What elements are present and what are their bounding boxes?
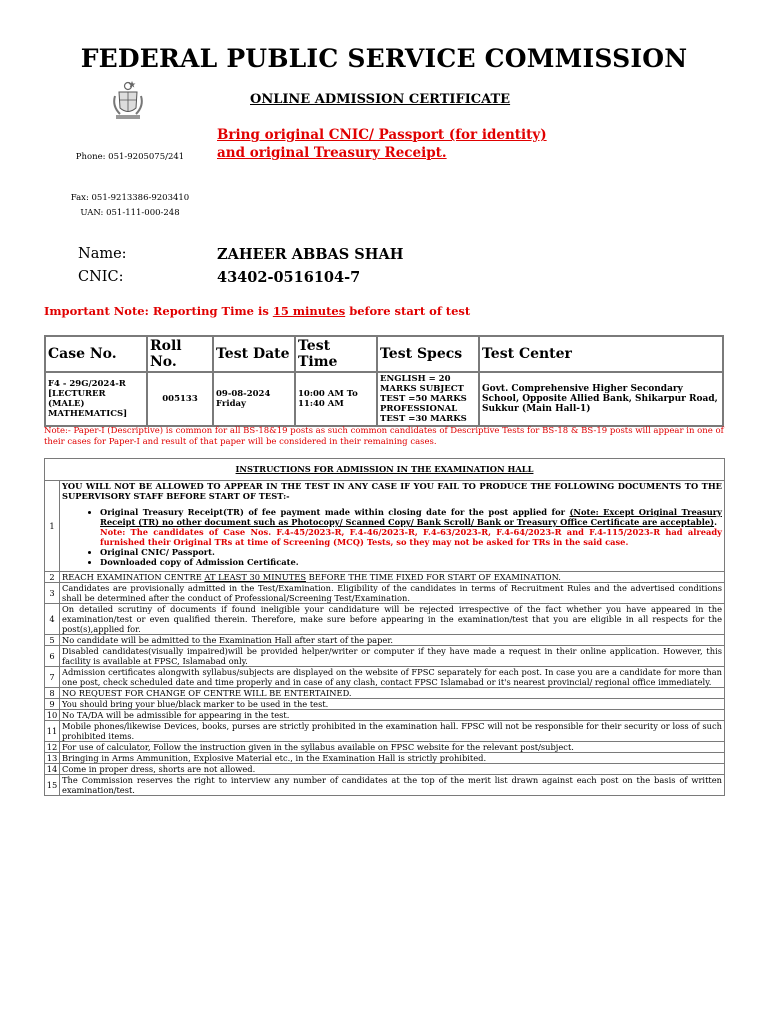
- instruction-row: [45, 604, 725, 635]
- fax-number: Fax: 051-9213386-9203410: [70, 193, 190, 203]
- instruction-text: The Commission reserves the right to interview any number of candidates at the top of the merit list drawn against each post on the basis of written examination/test.: [60, 775, 725, 796]
- instruction-row: [45, 742, 725, 753]
- required-documents-list: [62, 507, 722, 567]
- instruction-number: 5: [45, 635, 60, 646]
- treasury-receipt-text: Original Treasury Receipt(TR) of fee payment made within closing date for the post applied for: [100, 507, 570, 517]
- instruction-number: 13: [45, 753, 60, 764]
- instructions-table: [44, 458, 725, 796]
- instruction-number: 11: [45, 721, 60, 742]
- instruction-row: [45, 688, 725, 699]
- instruction-row: [45, 572, 725, 583]
- header-roll-no: Roll No.: [147, 336, 213, 372]
- instruction-row: [45, 764, 725, 775]
- instruction-number: 12: [45, 742, 60, 753]
- note-suffix: before start of test: [345, 304, 471, 318]
- instruction-text: For use of calculator, Follow the instruction given in the syllabus available on FPSC website for the relevant post/subject.: [60, 742, 725, 753]
- instruction-row: [45, 775, 725, 796]
- instruction-row: [45, 635, 725, 646]
- note-highlight: 15 minutes: [272, 304, 346, 318]
- instruction-number: 15: [45, 775, 60, 796]
- instruction-text: NO REQUEST FOR CHANGE OF CENTRE WILL BE ENTERTAINED.: [60, 688, 725, 699]
- warning-line-2: and original Treasury Receipt.: [217, 145, 447, 161]
- text-underlined: AT LEAST 30 MINUTES: [204, 572, 307, 582]
- instruction-number: 3: [45, 583, 60, 604]
- instruction-number: 8: [45, 688, 60, 699]
- paper-note: Note:- Paper-I (Descriptive) is common for all BS-18&19 posts as such common candidates of Descriptive Tests for BS-18 & BS-19 posts will appear in one of their cases for Paper-I and result of that paper will be considered in their remaining cases.: [44, 426, 724, 447]
- instructions-heading-row: [45, 459, 725, 481]
- document-warning: [217, 126, 547, 162]
- header-test-center: Test Center: [479, 336, 723, 372]
- list-item: • Downloaded copy of Admission Certificate.: [100, 557, 722, 567]
- test-date-cell: [213, 372, 295, 426]
- instruction-row: [45, 667, 725, 688]
- instruction-text: No TA/DA will be admissible for appearing in the test.: [60, 710, 725, 721]
- instruction-row: [45, 699, 725, 710]
- instruction-number: 10: [45, 710, 60, 721]
- instruction-text: Mobile phones/likewise Devices, books, purses are strictly prohibited in the examination hall. FPSC will not be responsible for their security or loss of such prohibited items.: [60, 721, 725, 742]
- instruction-text: Come in proper dress, shorts are not allowed.: [60, 764, 725, 775]
- case-no-cell: F4 - 29G/2024-R [LECTURER (MALE) MATHEMATICS]: [45, 372, 147, 426]
- instruction-number: 7: [45, 667, 60, 688]
- header-test-date: Test Date: [213, 336, 295, 372]
- table-row: [45, 372, 723, 426]
- test-details-table: [44, 335, 724, 427]
- instructions-heading: INSTRUCTIONS FOR ADMISSION IN THE EXAMINATION HALL: [45, 459, 725, 481]
- reporting-time-note: [44, 304, 470, 318]
- period: .: [714, 517, 717, 527]
- cnic-label: CNIC:: [78, 269, 124, 285]
- instruction-text: [60, 572, 725, 583]
- instruction-text: No candidate will be admitted to the Examination Hall after start of the paper.: [60, 635, 725, 646]
- test-date: 09-08-2024: [216, 389, 271, 399]
- test-center-cell: Govt. Comprehensive Higher Secondary School, Opposite Allied Bank, Shikarpur Road, Sukkur (Main Hall-1): [479, 372, 723, 426]
- candidate-name: ZAHEER ABBAS SHAH: [217, 246, 404, 263]
- table-header-row: [45, 336, 723, 372]
- test-time-cell: 10:00 AM To 11:40 AM: [295, 372, 377, 426]
- instruction-text: Bringing in Arms Ammunition, Explosive Material etc., in the Examination Hall is strictly prohibited.: [60, 753, 725, 764]
- header-test-time: Test Time: [295, 336, 377, 372]
- instruction-row: [45, 753, 725, 764]
- list-item: [100, 507, 722, 547]
- instruction-number: 14: [45, 764, 60, 775]
- header-case-no: Case No.: [45, 336, 147, 372]
- instruction-text: On detailed scrutiny of documents if found ineligible your candidature will be rejected irrespective of the fact whether you have appeared in the examination/test or even qualified therein. Therefore, make sure before appearing in the examination/test that you are eligible in all respects for the post(s),applied for.: [60, 604, 725, 635]
- instruction-text: You should bring your blue/black marker to be used in the test.: [60, 699, 725, 710]
- instruction-number: 2: [45, 572, 60, 583]
- uan-number: UAN: 051-111-000-248: [80, 208, 180, 218]
- instruction-row: [45, 646, 725, 667]
- note-prefix: Important Note: Reporting Time is: [44, 304, 273, 318]
- instruction-number: 9: [45, 699, 60, 710]
- list-item: • Original CNIC/ Passport.: [100, 547, 722, 557]
- test-day: Friday: [216, 399, 246, 409]
- instruction-number: 4: [45, 604, 60, 635]
- treasury-receipt-note: (Note: Except Original Treasury Receipt (TR) no other document such as Photocopy/ Scanned Copy/ Bank Scroll/ Bank or Treasury Office Certificate are acceptable): [100, 507, 722, 527]
- instruction-text: Candidates are provisionally admitted in the Test/Examination. Eligibility of the candidates in terms of Recruitment Rules and the advertised conditions shall be determined after the conduct of Professional/Screening Test/Examination.: [60, 583, 725, 604]
- instruction-number: 1: [45, 481, 60, 572]
- instruction-text: Admission certificates alongwith syllabus/subjects are displayed on the website of FPSC separately for each post. In case you are a candidate for more than one post, check scheduled date and time properly and in case of any clash, contact FPSC Islamabad or it's nearest provincial/ regional office immediately.: [60, 667, 725, 688]
- roll-no-cell: 005133: [147, 372, 213, 426]
- page-title: FEDERAL PUBLIC SERVICE COMMISSION: [80, 44, 688, 73]
- instruction-text: [60, 481, 725, 572]
- instruction-number: 6: [45, 646, 60, 667]
- documents-requirement: YOU WILL NOT BE ALLOWED TO APPEAR IN THE TEST IN ANY CASE IF YOU FAIL TO PRODUCE THE FOLLOWING DOCUMENTS TO THE SUPERVISORY STAFF BEFORE START OF TEST:-: [62, 481, 722, 501]
- header-test-specs: Test Specs: [377, 336, 479, 372]
- instruction-row: [45, 710, 725, 721]
- instruction-row: [45, 721, 725, 742]
- text-part: REACH EXAMINATION CENTRE: [62, 572, 205, 582]
- phone-number: Phone: 051-9205075/241: [75, 152, 185, 162]
- certificate-subtitle: ONLINE ADMISSION CERTIFICATE: [250, 92, 511, 107]
- govt-pakistan-emblem-icon: [106, 78, 150, 122]
- tr-exemption-note: Note: The candidates of Case Nos. F.4-45/2023-R, F.4-46/2023-R, F.4-63/2023-R, F.4-64/2023-R and F.4-115/2023-R had already furnished their Original TRs at time of Screening (MCQ) Tests, so they may not be asked for TRs in the said case.: [100, 527, 722, 547]
- instruction-text: Disabled candidates(visually impaired)will be provided helper/writer or computer if they have made a request in their online application. However, this facility is available at FPSC, Islamabad only.: [60, 646, 725, 667]
- text-part: BEFORE THE TIME FIXED FOR START OF EXAMINATION.: [306, 572, 561, 582]
- warning-line-1: Bring original CNIC/ Passport (for identity): [217, 127, 547, 143]
- instruction-row: [45, 583, 725, 604]
- instruction-row: [45, 481, 725, 572]
- test-specs-cell: ENGLISH = 20 MARKS SUBJECT TEST =50 MARKS PROFESSIONAL TEST =30 MARKS: [377, 372, 479, 426]
- candidate-cnic: 43402-0516104-7: [217, 269, 361, 286]
- name-label: Name:: [78, 246, 127, 262]
